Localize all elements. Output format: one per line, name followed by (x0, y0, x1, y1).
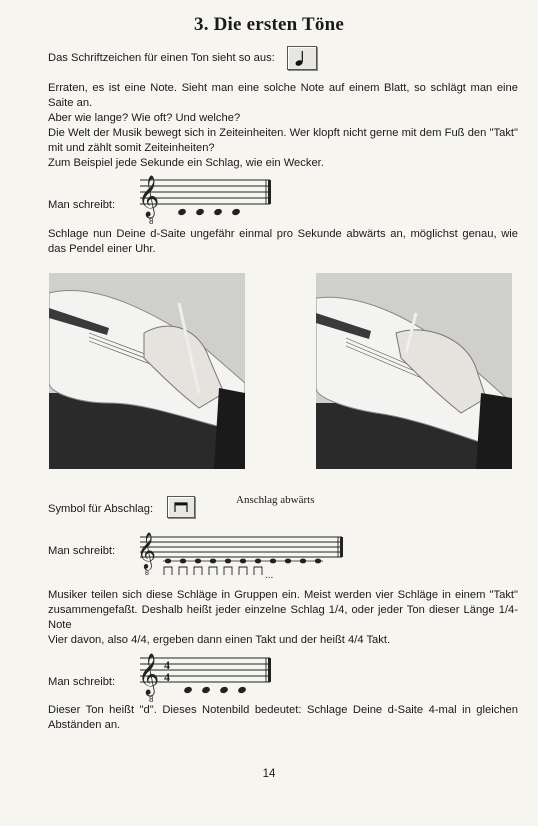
paragraph-1-line-3: Die Welt der Musik bewegt sich in Zeiteinheiten. Wer klopft nicht gerne mit dem Fuß den "Takt" mit und zählt somit Zeiteinheiten? (48, 127, 518, 154)
symbol-label: Symbol für Abschlag: (48, 503, 154, 515)
clef-octave-8: 8 (149, 217, 154, 226)
paragraph-3-line-2: Vier davon, also 4/4, ergeben dann einen Takt und der heißt 4/4 Takt. (48, 634, 391, 646)
paragraph-2: Schlage nun Deine d-Saite ungefähr einmal pro Sekunde abwärts an, möglichst genau, wie das Pendel einer Uhr. (48, 228, 518, 255)
downstroke-symbol-box (167, 496, 195, 518)
svg-text:8: 8 (149, 695, 154, 704)
quarter-note-icon-box (287, 46, 317, 70)
continuation-dots: ... (265, 570, 274, 581)
paragraph-1-line-1: Erraten, es ist eine Note. Sieht man eine solche Note auf einem Blatt, so schlägt man eine Saite an. (48, 82, 518, 109)
paragraph-1-line-2: Aber wie lange? Wie oft? Und welche? (48, 112, 241, 124)
treble-clef-icon: 𝄞 (138, 176, 160, 217)
photo-strum-start (49, 273, 245, 469)
paragraph-3-line-1: Musiker teilen sich diese Schläge in Gruppen ein. Meist werden vier Schläge in einem "Takt" zusammengefaßt. Deshalb heißt jeder einzelne Schlag 1/4, oder jeder Ton dieser Länge 1/4-Note (48, 589, 518, 631)
svg-text:8: 8 (145, 570, 149, 577)
man-schreibt-label-3: Man schreibt: (48, 676, 116, 688)
page-title: 3. Die ersten Töne (194, 14, 344, 35)
man-schreibt-label-1: Man schreibt: (48, 199, 116, 211)
staff-3-notes (183, 686, 247, 694)
paragraph-4: Dieser Ton heißt "d". Dieses Notenbild bedeutet: Schlage Deine d-Saite 4-mal in gleichen Abständen an. (48, 704, 518, 731)
quarter-note-icon (288, 47, 316, 69)
staff-1-notes (177, 208, 241, 216)
staff-1 (130, 170, 280, 226)
staff-3 (130, 648, 280, 704)
time-signature-top: 4 (164, 658, 170, 672)
man-schreibt-label-2: Man schreibt: (48, 545, 116, 557)
photo-strum-end (316, 273, 512, 469)
downstroke-icon (168, 497, 194, 517)
photo-caption: Anschlag abwärts (236, 494, 315, 506)
treble-clef-icon: 𝄞 (137, 531, 156, 569)
staff-2 (130, 523, 350, 581)
intro-text: Das Schriftzeichen für einen Ton sieht so aus: (48, 52, 275, 64)
paragraph-1-line-4: Zum Beispiel jede Sekunde ein Schlag, wie ein Wecker. (48, 157, 324, 169)
paragraph-3 (48, 588, 518, 648)
time-signature-bottom: 4 (164, 670, 170, 684)
page-number: 14 (262, 768, 276, 780)
paragraph-1 (48, 81, 518, 171)
treble-clef-icon: 𝄞 (138, 654, 160, 695)
downstroke-marks (164, 567, 262, 575)
